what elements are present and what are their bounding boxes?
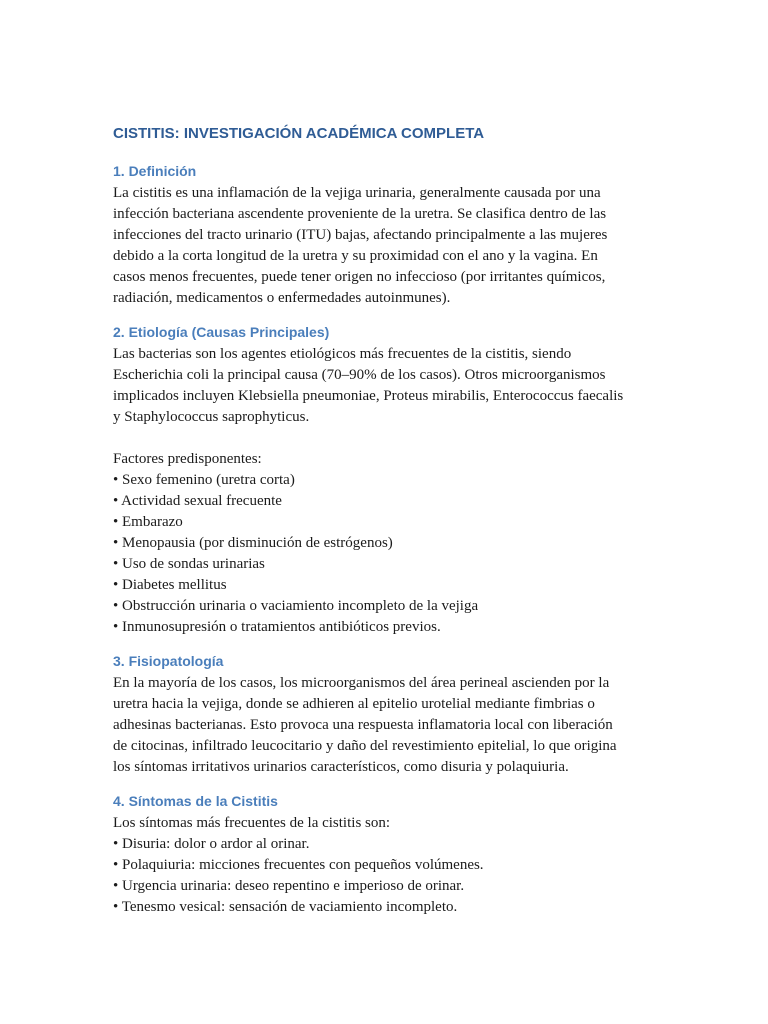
paragraph-line: y Staphylococcus saprophyticus. (113, 409, 310, 425)
paragraph-line: debido a la corta longitud de la uretra y su proximidad con el ano y la vagina. En (113, 248, 598, 264)
list-item: • Diabetes mellitus (113, 577, 227, 593)
paragraph-line: Escherichia coli la principal causa (70–90% de los casos). Otros microorganismos (113, 367, 606, 383)
list-item: • Menopausia (por disminución de estrógenos) (113, 535, 393, 551)
paragraph-line: radiación, medicamentos o enfermedades autoinmunes). (113, 290, 451, 306)
paragraph-line: casos menos frecuentes, puede tener origen no infeccioso (por irritantes químicos, (113, 269, 606, 285)
list-item: • Polaquiuria: micciones frecuentes con pequeños volúmenes. (113, 857, 484, 873)
paragraph-line: uretra hacia la vejiga, donde se adhieren al epitelio urotelial mediante fimbrias o (113, 696, 595, 712)
list-intro: Factores predisponentes: (113, 451, 262, 467)
section-heading: 4. Síntomas de la Cistitis (113, 793, 278, 809)
paragraph-line: infecciones del tracto urinario (ITU) bajas, afectando principalmente a las mujeres (113, 227, 608, 243)
list-item: • Tenesmo vesical: sensación de vaciamiento incompleto. (113, 899, 458, 915)
list-item: • Inmunosupresión o tratamientos antibióticos previos. (113, 619, 441, 635)
section-heading: 3. Fisiopatología (113, 653, 224, 669)
section-definicion (113, 161, 658, 309)
section-heading: 1. Definición (113, 163, 197, 179)
section-sintomas (113, 791, 658, 918)
section-etiologia (113, 322, 658, 638)
section-gap (113, 778, 658, 791)
paragraph-line: La cistitis es una inflamación de la vejiga urinaria, generalmente causada por una (113, 185, 601, 201)
section-gap (113, 638, 658, 651)
paragraph-line: adhesinas bacterianas. Esto provoca una respuesta inflamatoria local con liberación (113, 717, 613, 733)
list-item: • Disuria: dolor o ardor al orinar. (113, 836, 310, 852)
paragraph-line: de citocinas, infiltrado leucocitario y daño del revestimiento epitelial, lo que origina (113, 738, 617, 754)
document-title: CISTITIS: INVESTIGACIÓN ACADÉMICA COMPLETA (113, 125, 485, 142)
list-item: • Obstrucción urinaria o vaciamiento incompleto de la vejiga (113, 598, 479, 614)
list-item: • Uso de sondas urinarias (113, 556, 265, 572)
list-item: • Urgencia urinaria: deseo repentino e imperioso de orinar. (113, 878, 465, 894)
paragraph-line: los síntomas irritativos urinarios característicos, como disuria y polaquiuria. (113, 759, 569, 775)
document-page (113, 122, 658, 918)
blank-line (113, 428, 658, 449)
list-item: • Sexo femenino (uretra corta) (113, 472, 295, 488)
list-item: • Embarazo (113, 514, 183, 530)
section-heading: 2. Etiología (Causas Principales) (113, 324, 330, 340)
list-intro: Los síntomas más frecuentes de la cistitis son: (113, 815, 391, 831)
paragraph-line: Las bacterias son los agentes etiológicos más frecuentes de la cistitis, siendo (113, 346, 572, 362)
section-gap (113, 309, 658, 322)
list-item: • Actividad sexual frecuente (113, 493, 282, 509)
paragraph-line: implicados incluyen Klebsiella pneumoniae, Proteus mirabilis, Enterococcus faecalis (113, 388, 624, 404)
paragraph-line: infección bacteriana ascendente proveniente de la uretra. Se clasifica dentro de las (113, 206, 607, 222)
paragraph-line: En la mayoría de los casos, los microorganismos del área perineal ascienden por la (113, 675, 610, 691)
section-fisiopatologia (113, 651, 658, 778)
